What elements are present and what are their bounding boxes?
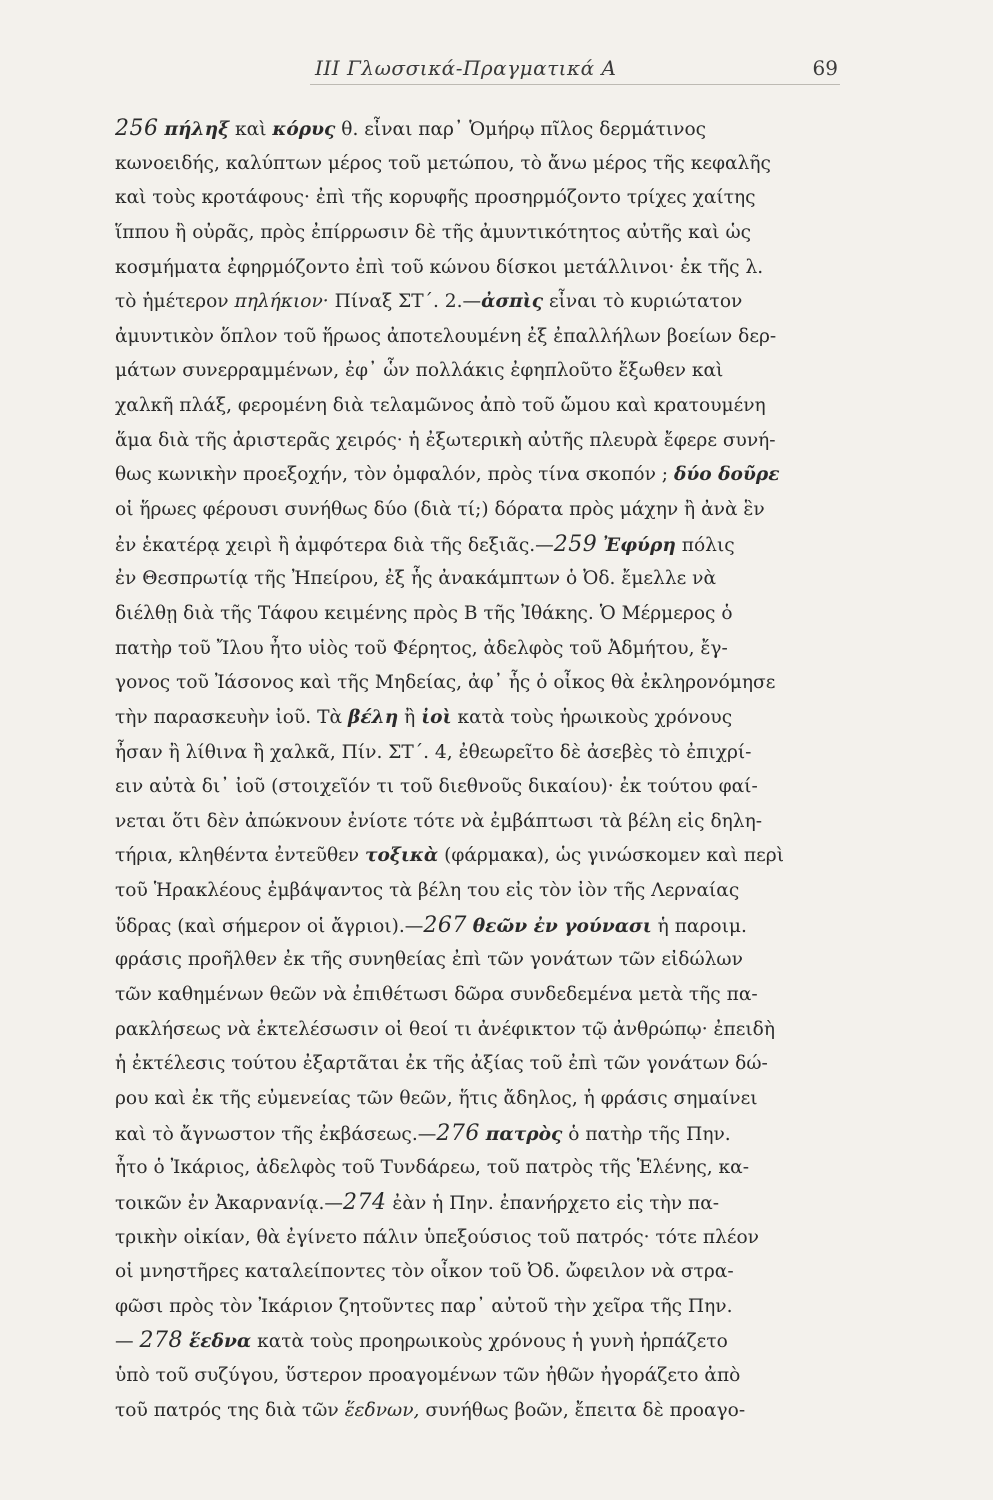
lemma: Ἐφύρη xyxy=(603,534,676,556)
lemma: πήληξ xyxy=(164,119,230,140)
text-line xyxy=(115,1324,842,1359)
text-line xyxy=(115,874,842,909)
text-run: ἡ ἐκτέλεσις τούτου ἐξαρτᾶται ἐκ τῆς ἀξίας τοῦ ἐπὶ τῶν γονάτων δώ- xyxy=(115,1053,768,1075)
lemma: ἰοὶ xyxy=(421,706,452,728)
lemma: ἀσπὶς xyxy=(481,291,544,313)
text-run: φῶσι πρὸς τὸν Ἰκάριον ζητοῦντες παρ᾿ αὐτοῦ τὴν χεῖρα τῆς Πην. xyxy=(115,1295,733,1317)
text-line xyxy=(115,839,842,874)
line-reference-number: 274 xyxy=(343,1189,387,1215)
text-run: κατὰ τοὺς προηρωικοὺς χρόνους ἡ γυνὴ ἡρπάζετο xyxy=(251,1331,728,1353)
text-run: τοικῶν ἐν Ἀκαρνανίᾳ.— xyxy=(115,1192,344,1214)
text-line xyxy=(115,1186,842,1221)
text-line xyxy=(115,1394,842,1429)
text-run: τὸ ἡμέτερον xyxy=(115,291,235,313)
text-line xyxy=(115,736,842,771)
text-run: κατὰ τοὺς ἡρωικοὺς χρόνους xyxy=(451,706,733,728)
text-run: οἱ μνηστῆρες καταλείποντες τὸν οἶκον τοῦ Ὀδ. ὤφειλον νὰ στρα- xyxy=(115,1261,734,1283)
text-run: ἅμα διὰ τῆς ἀριστερᾶς χειρός· ἡ ἐξωτερικὴ αὐτῆς πλευρὰ ἔφερε συνή- xyxy=(115,429,776,451)
text-line xyxy=(115,562,842,597)
text-line xyxy=(115,805,842,840)
text-run: ειν αὐτὰ δι᾿ ἰοῦ (στοιχεῖόν τι τοῦ διεθνοῦς δικαίου)· ἐκ τούτου φαί- xyxy=(115,776,758,798)
line-reference-number: 259 xyxy=(553,531,598,557)
header-rule xyxy=(310,84,840,85)
text-line xyxy=(115,1221,842,1256)
text-run: καὶ xyxy=(229,119,273,140)
text-run: γονος τοῦ Ἰάσονος καὶ τῆς Μηδείας, ἀφ᾿ ἧς ὁ οἶκος θὰ ἐκληρονόμησε xyxy=(115,672,776,694)
text-run: ρακλήσεως νὰ ἐκτελέσωσιν οἱ θεοί τι ἀνέφικτον τῷ ἀνθρώπῳ· ἐπειδὴ xyxy=(115,1018,775,1040)
text-run: ἐν ἑκατέρᾳ χειρὶ ἢ ἀμφότερα διὰ τῆς δεξιᾶς.— xyxy=(115,534,554,556)
text-line xyxy=(115,1013,842,1048)
text-run: διέλθῃ διὰ τῆς Τάφου κειμένης πρὸς Β τῆς Ἰθάκης. Ὁ Μέρμερος ὁ xyxy=(115,602,733,624)
text-run: τοῦ Ἡρακλέους ἐμβάψαντος τὰ βέλη του εἰς τὸν ἰὸν τῆς Λερναίας xyxy=(115,880,740,902)
text-run: ἵππου ἢ οὐρᾶς, πρὸς ἐπίρρωσιν δὲ τῆς ἀμυντικότητος αὐτῆς καὶ ὡς xyxy=(115,221,752,243)
text-run: — xyxy=(115,1331,140,1353)
text-line xyxy=(115,1047,842,1082)
text-run: ἕεδνων, xyxy=(344,1399,420,1421)
text-line xyxy=(115,943,842,978)
lemma: ἕεδνα xyxy=(188,1331,252,1353)
text-run: Πίναξ ΣΤ΄. 2.— xyxy=(328,291,482,313)
text-line xyxy=(115,1082,842,1117)
text-line xyxy=(115,389,842,424)
text-line xyxy=(115,285,842,320)
text-run: ἐὰν ἡ Πην. ἐπανήρχετο εἰς τὴν πα- xyxy=(386,1192,720,1214)
text-run: ὕδρας (καὶ σήμερον οἱ ἄγριοι).— xyxy=(115,915,424,937)
text-line xyxy=(115,1151,842,1186)
line-reference-number: 276 xyxy=(436,1120,480,1146)
commentary-text xyxy=(115,112,842,1428)
lemma: πατρὸς xyxy=(485,1123,563,1145)
text-run: οἱ ἥρωες φέρουσι συνήθως δύο (διὰ τί;) δόρατα πρὸς μάχην ἢ ἀνὰ ἓν xyxy=(115,499,765,521)
text-run: ἢ xyxy=(398,706,422,728)
text-line xyxy=(115,978,842,1013)
text-run: θ. εἶναι παρ᾿ Ὁμήρῳ πῖλος δερμάτινος xyxy=(335,119,707,140)
text-line xyxy=(115,458,842,493)
line-reference-number: 278 xyxy=(139,1328,184,1354)
text-line xyxy=(115,1359,842,1394)
text-run: εἶναι τὸ κυριώτατον xyxy=(543,291,743,313)
text-run: καὶ τὸ ἄγνωστον τῆς ἐκβάσεως.— xyxy=(115,1123,437,1145)
text-line xyxy=(115,1117,842,1152)
lemma: βέλη xyxy=(348,706,399,728)
text-run: πόλις xyxy=(675,534,735,556)
text-line xyxy=(115,597,842,632)
line-reference-number: 256 xyxy=(115,116,159,141)
running-title: III Γλωσσικά-Πραγματικά Α xyxy=(315,56,617,80)
text-line xyxy=(115,770,842,805)
lemma: κόρυς xyxy=(272,119,336,140)
text-run: ἀμυντικὸν ὅπλον τοῦ ἥρωος ἀποτελουμένη ἐξ ἐπαλλήλων βοείων δερ- xyxy=(115,325,777,347)
text-run: τὴν παρασκευὴν ἰοῦ. Τὰ xyxy=(115,706,348,728)
text-line xyxy=(115,666,842,701)
text-run: πατὴρ τοῦ Ἴλου ἦτο υἱὸς τοῦ Φέρητος, ἀδελφὸς τοῦ Ἀδμήτου, ἔγ- xyxy=(115,637,728,659)
text-run: φράσις προῆλθεν ἐκ τῆς συνηθείας ἐπὶ τῶν γονάτων τῶν εἰδώλων xyxy=(115,949,743,971)
text-line xyxy=(115,528,842,563)
text-line xyxy=(115,493,842,528)
lemma: τοξικὰ xyxy=(365,845,439,867)
text-line xyxy=(115,909,842,944)
text-run: ἐν Θεσπρωτίᾳ τῆς Ἠπείρου, ἐξ ἧς ἀνακάμπτων ὁ Ὀδ. ἔμελλε νὰ xyxy=(115,568,717,590)
text-line xyxy=(115,701,842,736)
page-number: 69 xyxy=(812,56,838,80)
text-line xyxy=(115,112,842,147)
text-run: μάτων συνερραμμένων, ἐφ᾿ ὧν πολλάκις ἐφηπλοῦτο ἔξωθεν καὶ xyxy=(115,360,724,382)
text-run: ρου καὶ ἐκ τῆς εὐμενείας τῶν θεῶν, ἥτις ἄδηλος, ἡ φράσις σημαίνει xyxy=(115,1087,758,1109)
text-line xyxy=(115,424,842,459)
text-line xyxy=(115,1290,842,1325)
line-reference-number: 267 xyxy=(423,912,467,938)
text-run: ὁ πατὴρ τῆς Πην. xyxy=(562,1123,731,1145)
text-run: καὶ τοὺς κροτάφους· ἐπὶ τῆς κορυφῆς προσηρμόζοντο τρίχες χαίτης xyxy=(115,187,756,209)
text-run: συνήθως βοῶν, ἔπειτα δὲ προαγο- xyxy=(419,1399,746,1421)
text-run: τρικὴν οἰκίαν, θὰ ἐγίνετο πάλιν ὑπεξούσιος τοῦ πατρός· τότε πλέον xyxy=(115,1226,759,1248)
text-line xyxy=(115,320,842,355)
text-run: τοῦ πατρός της διὰ τῶν xyxy=(115,1399,345,1421)
text-run: ἡ παροιμ. xyxy=(651,915,747,937)
text-run: ἦσαν ἢ λίθινα ἢ χαλκᾶ, Πίν. ΣΤ΄. 4, ἐθεωρεῖτο δὲ ἀσεβὲς τὸ ἐπιχρί- xyxy=(115,741,752,763)
text-run: ὑπὸ τοῦ συζύγου, ὕστερον προαγομένων τῶν ἠθῶν ἠγοράζετο ἀπὸ xyxy=(115,1365,741,1387)
text-line xyxy=(115,632,842,667)
text-line xyxy=(115,251,842,286)
text-line xyxy=(115,354,842,389)
text-run: (φάρμακα), ὡς γινώσκομεν καὶ περὶ xyxy=(438,845,784,867)
text-line xyxy=(115,216,842,251)
running-header xyxy=(115,56,840,84)
lemma: θεῶν ἐν γούνασι xyxy=(472,915,652,937)
text-line xyxy=(115,1255,842,1290)
text-run: κοσμήματα ἐφηρμόζοντο ἐπὶ τοῦ κώνου δίσκοι μετάλλινοι· ἐκ τῆς λ. xyxy=(115,256,764,278)
lemma: δύο δοῦρε xyxy=(673,464,780,486)
text-run: νεται ὅτι δὲν ἀπώκνουν ἐνίοτε τότε νὰ ἐμβάπτωσι τὰ βέλη εἰς δηλη- xyxy=(115,810,762,832)
text-run: τῶν καθημένων θεῶν νὰ ἐπιθέτωσι δῶρα συνδεδεμένα μετὰ τῆς πα- xyxy=(115,984,758,1006)
text-run: θως κωνικὴν προεξοχήν, τὸν ὀμφαλόν, πρὸς τίνα σκοπόν ; xyxy=(115,464,674,486)
text-run: χαλκῆ πλάξ, φερομένη διὰ τελαμῶνος ἀπὸ τοῦ ὤμου καὶ κρατουμένη xyxy=(115,395,766,417)
text-run: τήρια, κληθέντα ἐντεῦθεν xyxy=(115,845,365,867)
text-line xyxy=(115,181,842,216)
text-run: πηλήκιον· xyxy=(234,291,329,313)
text-run: ἦτο ὁ Ἰκάριος, ἀδελφὸς τοῦ Τυνδάρεω, τοῦ πατρὸς τῆς Ἑλένης, κα- xyxy=(115,1157,750,1179)
text-run: κωνοειδής, καλύπτων μέρος τοῦ μετώπου, τὸ ἄνω μέρος τῆς κεφαλῆς xyxy=(115,152,771,174)
text-line xyxy=(115,147,842,182)
